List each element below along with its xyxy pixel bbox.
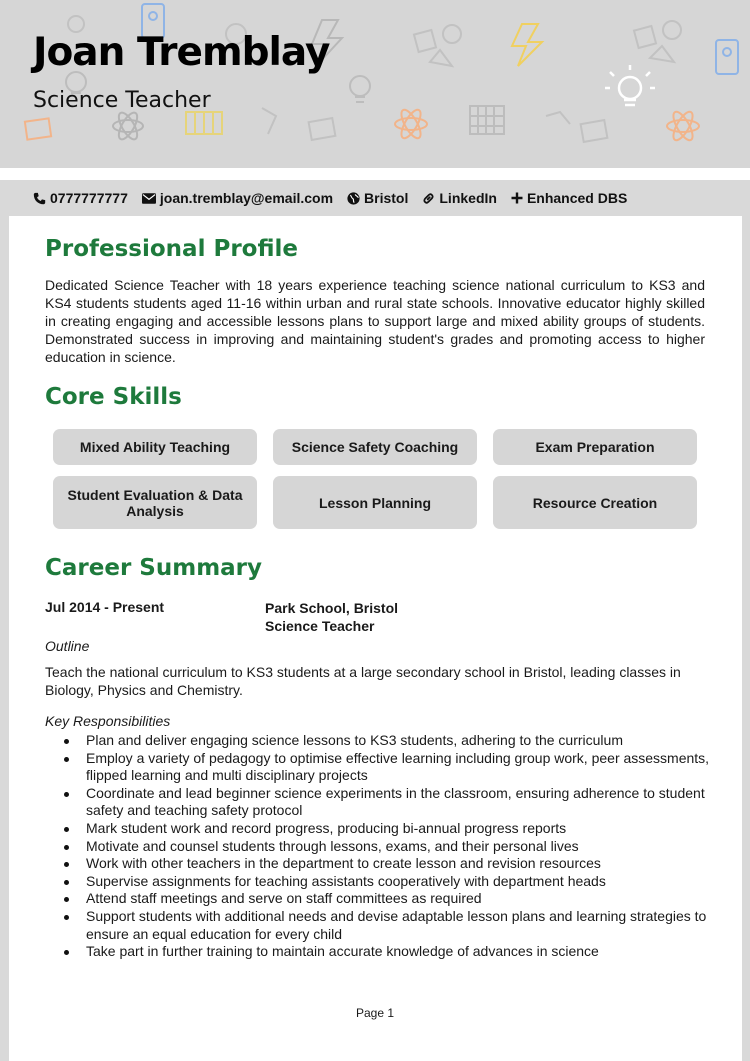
contact-bar <box>33 189 627 207</box>
skill-chip: Student Evaluation & Data Analysis <box>53 476 257 529</box>
science-doodle-background <box>0 0 750 168</box>
email-text: joan.tremblay@email.com <box>159 190 334 206</box>
building-icon <box>186 112 222 134</box>
outline-label: Outline <box>45 638 90 654</box>
contact-linkedin[interactable] <box>422 190 497 206</box>
resume-header <box>0 0 750 168</box>
book-icon <box>25 118 51 139</box>
list-item: Attend staff meetings and serve on staff committees as required <box>64 890 714 908</box>
list-item: Support students with additional needs and devise adaptable lesson plans and learning strategies to ensure an equal education for every child <box>64 908 714 943</box>
skill-chip: Science Safety Coaching <box>273 429 477 465</box>
skills-grid <box>53 429 697 529</box>
skill-chip: Resource Creation <box>493 476 697 529</box>
lightning-icon <box>312 20 542 66</box>
skill-chip: Mixed Ability Teaching <box>53 429 257 465</box>
list-item: Work with other teachers in the department to create lesson and revision resources <box>64 855 714 873</box>
career-heading: Career Summary <box>45 555 263 581</box>
profile-text: Dedicated Science Teacher with 18 years experience teaching science national curriculum to KS3 and KS4 students students aged 11-16 within urban and rural state schools. Innovative educator highly skilled in creating engaging and accessible lessons plans to support large and mixed ability groups of students. Demonstrated success in improving and maintaining student's grades and promoting access to higher education in science. <box>45 277 705 365</box>
contact-email[interactable] <box>142 190 333 206</box>
plus-icon <box>511 192 523 204</box>
contact-location <box>347 190 408 206</box>
job-dates: Jul 2014 - Present <box>45 599 165 615</box>
header-divider <box>0 168 750 180</box>
list-item: Mark student work and record progress, producing bi-annual progress reports <box>64 820 714 838</box>
list-item: Coordinate and lead beginner science experiments in the classroom, ensuring adherence to student safety and teaching safety protocol <box>64 785 714 820</box>
linkedin-text: LinkedIn <box>439 190 497 206</box>
phone-text: 0777777777 <box>50 190 128 206</box>
list-item: Plan and deliver engaging science lessons to KS3 students, adhering to the curriculum <box>64 732 714 750</box>
list-item: Supervise assignments for teaching assistants cooperatively with department heads <box>64 873 714 891</box>
page-number: Page 1 <box>355 1006 395 1020</box>
job-position: Science Teacher <box>265 618 375 634</box>
skill-chip: Lesson Planning <box>273 476 477 529</box>
list-item: Employ a variety of pedagogy to optimise effective learning including group work, peer assessments, flipped learning and multi disciplinary projects <box>64 750 714 785</box>
profile-heading: Professional Profile <box>45 236 298 262</box>
contact-phone[interactable] <box>33 190 128 206</box>
skills-heading: Core Skills <box>45 384 182 410</box>
link-icon <box>422 192 435 205</box>
atom-icon <box>395 107 699 143</box>
list-item: Motivate and counsel students through lessons, exams, and their personal lives <box>64 838 714 856</box>
outline-text: Teach the national curriculum to KS3 students at a large secondary school in Bristol, leading classes in Biology, Physics and Chemistry. <box>45 664 681 698</box>
atom-icon <box>113 110 143 142</box>
candidate-name: Joan Tremblay <box>33 30 330 75</box>
contact-dbs <box>511 190 627 206</box>
building-icon <box>470 106 504 134</box>
skill-chip: Exam Preparation <box>493 429 697 465</box>
job-employer: Park School, Bristol <box>265 600 399 616</box>
globe-icon <box>347 192 360 205</box>
candidate-title: Science Teacher <box>33 88 211 113</box>
responsibilities-label: Key Responsibilities <box>45 713 171 729</box>
location-text: Bristol <box>364 190 409 206</box>
list-item: Take part in further training to maintain accurate knowledge of advances in science <box>64 943 714 961</box>
dbs-text: Enhanced DBS <box>526 190 628 206</box>
envelope-icon <box>142 193 156 204</box>
responsibilities-list <box>64 732 714 961</box>
job-employer-block <box>265 599 398 635</box>
lightbulb-icon <box>605 65 655 105</box>
phone-icon <box>33 192 46 205</box>
